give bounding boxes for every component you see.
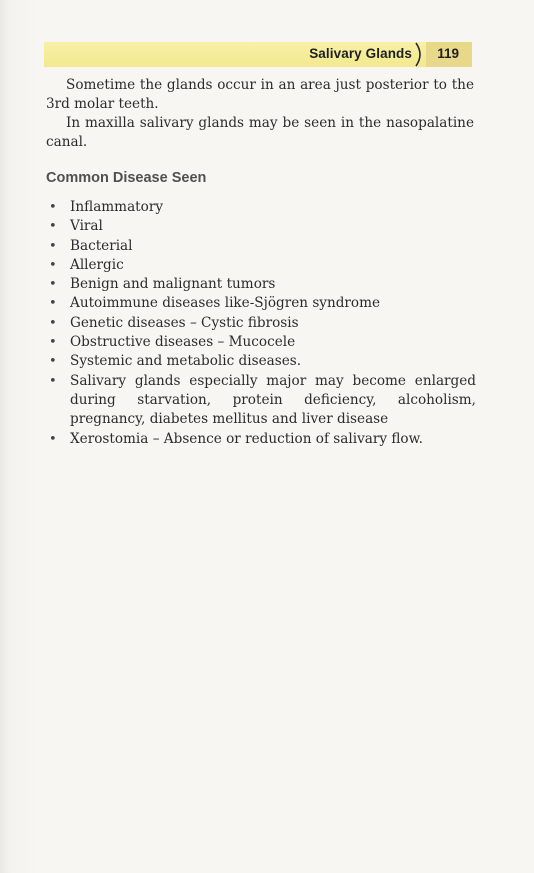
bullet-icon: • bbox=[49, 238, 57, 254]
running-header-title: Salivary Glands bbox=[309, 46, 412, 61]
disease-list bbox=[46, 198, 476, 449]
list-item bbox=[46, 352, 476, 371]
list-item-text: Bacterial bbox=[70, 237, 133, 254]
bullet-icon: • bbox=[49, 277, 57, 293]
page-number-box bbox=[426, 42, 472, 67]
header-bracket-divider bbox=[414, 42, 426, 67]
bullet-icon: • bbox=[49, 335, 57, 351]
bullet-icon: • bbox=[49, 373, 57, 389]
list-item-text: Autoimmune diseases like-Sjögren syndrome bbox=[70, 295, 381, 312]
list-item bbox=[46, 314, 476, 333]
list-item-text: Genetic diseases – Cystic fibrosis bbox=[70, 314, 299, 331]
list-item bbox=[46, 237, 476, 256]
list-item bbox=[46, 256, 476, 275]
bullet-icon: • bbox=[49, 431, 57, 447]
bullet-icon: • bbox=[49, 257, 57, 273]
bullet-icon: • bbox=[49, 354, 57, 370]
bullet-icon: • bbox=[49, 315, 57, 331]
bullet-icon: • bbox=[49, 296, 57, 312]
list-item-text: Xerostomia – Absence or reduction of salivary flow. bbox=[70, 430, 423, 447]
list-item-text: Benign and malignant tumors bbox=[70, 276, 276, 293]
paragraph-2 bbox=[46, 114, 474, 152]
list-item-text: Systemic and metabolic diseases. bbox=[70, 353, 302, 370]
list-item-text: Obstructive diseases – Mucocele bbox=[70, 334, 296, 351]
bullet-icon: • bbox=[49, 219, 57, 235]
section-heading: Common Disease Seen bbox=[46, 170, 207, 186]
list-item bbox=[46, 198, 476, 217]
bullet-icon: • bbox=[49, 200, 57, 215]
list-item bbox=[46, 294, 476, 313]
running-header bbox=[44, 42, 472, 67]
list-item bbox=[46, 430, 476, 449]
list-item-text: Viral bbox=[70, 218, 103, 235]
paragraph-1 bbox=[46, 76, 474, 114]
page-number: 119 bbox=[437, 46, 459, 61]
list-item-text: Inflammatory bbox=[70, 199, 164, 215]
paragraph-2-text: In maxilla salivary glands may be seen in the nasopalatine canal. bbox=[46, 115, 474, 150]
list-item bbox=[46, 333, 476, 352]
list-item bbox=[46, 372, 476, 430]
list-item bbox=[46, 217, 476, 236]
list-item bbox=[46, 275, 476, 294]
paragraph-1-text: Sometime the glands occur in an area just posterior to the 3rd molar teeth. bbox=[46, 77, 474, 112]
list-item-text: Allergic bbox=[70, 256, 124, 273]
list-item-text: Salivary glands especially major may become enlarged during starvation, protein deficiency, alcoholism, pregnancy, diabetes mellitus and liver disease bbox=[70, 372, 476, 428]
